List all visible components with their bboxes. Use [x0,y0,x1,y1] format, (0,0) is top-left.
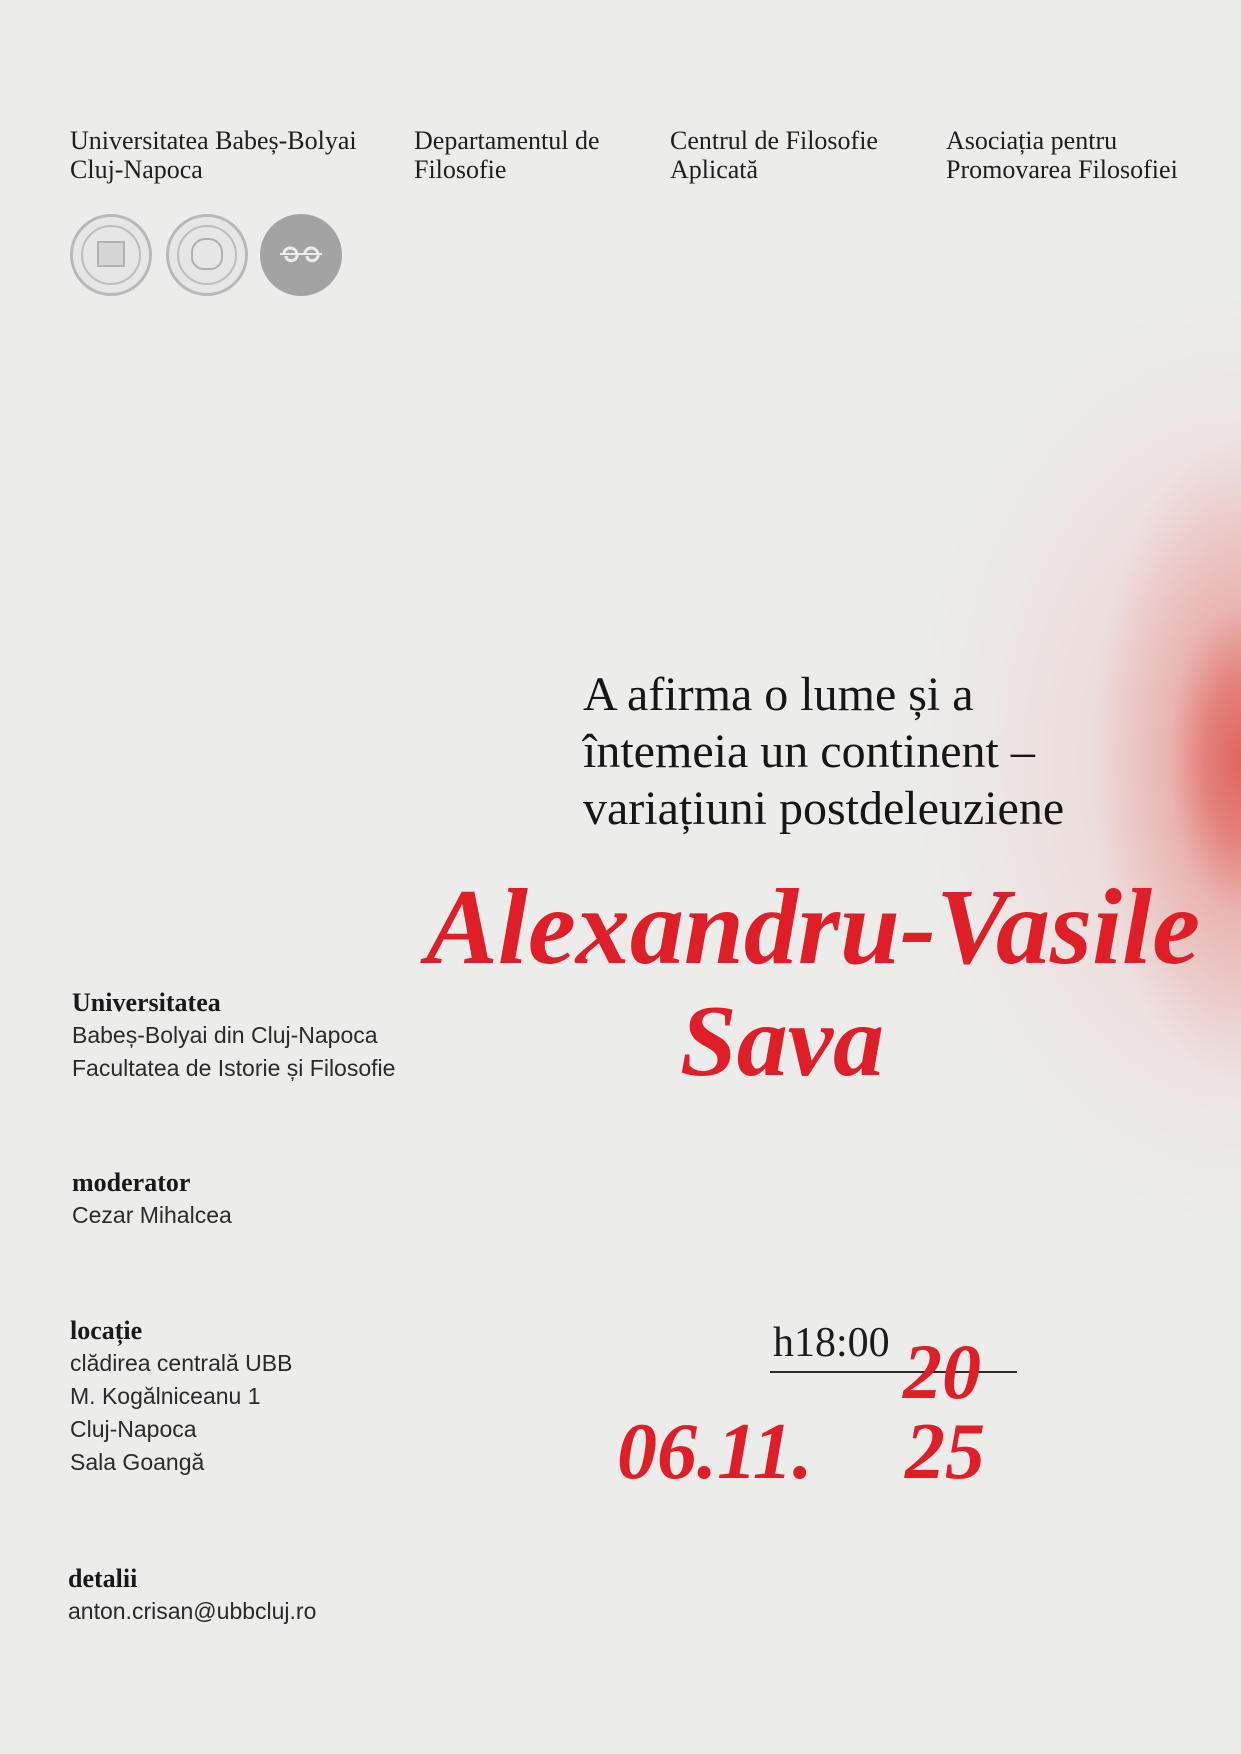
university-seal-icon [70,214,152,296]
speaker-last-name: Sava [680,985,884,1098]
location-block [70,1315,292,1479]
event-year-bottom: 25 [905,1408,985,1496]
location-line: M. Kogălniceanu 1 [70,1383,261,1409]
moderator-label: moderator [72,1168,191,1197]
speaker-first-name: Alexandru-Vasile [425,868,1200,987]
moderator-block [72,1167,232,1232]
event-date: 06.11. [617,1408,813,1496]
event-time: h18:00 [773,1320,890,1366]
location-line: clădirea centrală UBB [70,1350,293,1376]
association-logo-icon [260,214,342,296]
talk-title: A afirma o lume și a întemeia un continent – variațiuni postdeleuziene [583,668,1065,835]
location-line: Cluj-Napoca [70,1416,197,1442]
location-label: locație [70,1316,143,1345]
location-line: Sala Goangă [70,1449,205,1475]
owl-icon [191,238,223,270]
association-mark-icon [278,241,324,269]
details-block [68,1563,316,1628]
moderator-name: Cezar Mihalcea [72,1202,232,1228]
organizers-header [70,126,1180,196]
organizer-association: Asociația pentru Promovarea Filosofiei [946,126,1178,184]
affiliation-line: Babeș-Bolyai din Cluj-Napoca [72,1022,378,1048]
contact-email: anton.crisan@ubbcluj.ro [68,1598,317,1624]
organizer-university: Universitatea Babeș-Bolyai Cluj-Napoca [70,126,357,184]
affiliation-line: Facultatea de Istorie și Filosofie [72,1055,396,1081]
organizer-department: Departamentul de Filosofie [414,126,600,184]
affiliation-label: Universitatea [72,988,221,1017]
event-year-top: 20 [903,1328,981,1415]
book-icon [97,241,125,267]
logo-row [70,214,360,304]
speaker-affiliation [72,987,395,1085]
details-label: detalii [68,1564,138,1593]
speaker-name [270,868,1200,1098]
faculty-seal-icon [166,214,248,296]
organizer-center: Centrul de Filosofie Aplicată [670,126,878,184]
